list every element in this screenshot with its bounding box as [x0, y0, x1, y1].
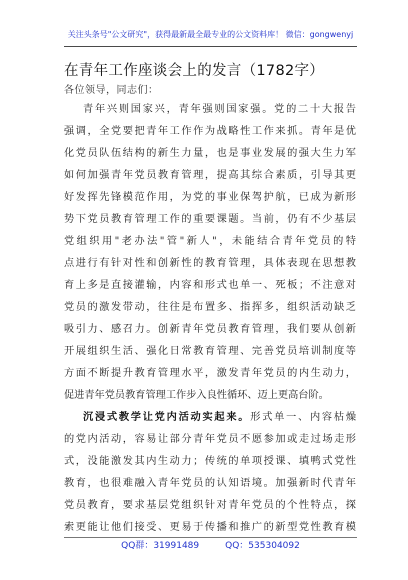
body-line: 促进青年党员教育管理工作步入良性循环、迈上更高台阶。	[64, 390, 329, 401]
body-line: 开展组织生活、强化日常教育管理、完善党员培训制度等	[64, 346, 356, 357]
section-heading: 沉浸式教学让党内活动实起来。	[83, 412, 251, 423]
body-line: 党员的激发带动，往往是布置多、指挥多，组织活动缺乏	[64, 302, 356, 313]
footer-qq: QQ：535304092	[225, 541, 300, 551]
body-line: 吸引力、感召力。创新青年党员教育管理，我们要从创新	[64, 324, 356, 335]
body-line: 育上多是直接灌输，内容和形式也单一、死板；不注意对	[64, 280, 356, 291]
body-line: 式，没能激发其内生动力；传统的单项授课、填鸭式党性	[64, 456, 356, 467]
body-line: 点进行有针对性和创新性的教育管理，具体表现在思想教	[64, 258, 356, 269]
body-line: 势下党员教育管理工作的重要课题。当前，仍有不少基层	[64, 214, 356, 225]
footer-qq-group: QQ群：31991489	[121, 541, 200, 551]
body-line: 化党员队伍结构的新生力量，也是事业发展的强大生力军	[64, 148, 356, 159]
section-line-start: 形式单一、内容枯燥	[250, 412, 356, 423]
body-line: 索更能让他们接受、更易于传播和推广的新型党性教育模	[64, 522, 356, 533]
body-line: 党组织用"老办法"管"新人"，未能结合青年党员的特	[64, 236, 356, 247]
section-heading-line	[64, 407, 356, 429]
body-line: 教育，也很难融入青年党员的认知语境。加强新时代青年	[64, 478, 356, 489]
document-title: 在青年工作座谈会上的发言（1782字）	[64, 63, 325, 79]
body-line: 如何加强青年党员教育管理，提高其综合素质，引导其更	[64, 170, 356, 181]
body-line: 的党内活动，容易让部分青年党员不愿参加或走过场走形	[64, 434, 356, 445]
body-line: 党员教育，要求基层党组织针对青年党员的个性特点，探	[64, 500, 356, 511]
body-line: 方面不断提升教育管理水平，激发青年党员的内生动力，	[64, 368, 356, 379]
salutation: 各位领导，同志们：	[64, 85, 159, 96]
body-line: 强调，全党要把青年工作作为战略性工作来抓。青年是优	[64, 126, 356, 137]
footer	[64, 537, 357, 554]
document-body	[64, 99, 356, 539]
body-line: 好发挥先锋模范作用，为党的事业保驾护航，已成为新形	[64, 192, 356, 203]
header-banner: 关注头条号"公文研究"，获得最新最全最专业的公文资料库！ 微信：gongwenyj	[64, 28, 357, 47]
body-line: 青年兴则国家兴，青年强则国家强。党的二十大报告	[83, 104, 356, 115]
